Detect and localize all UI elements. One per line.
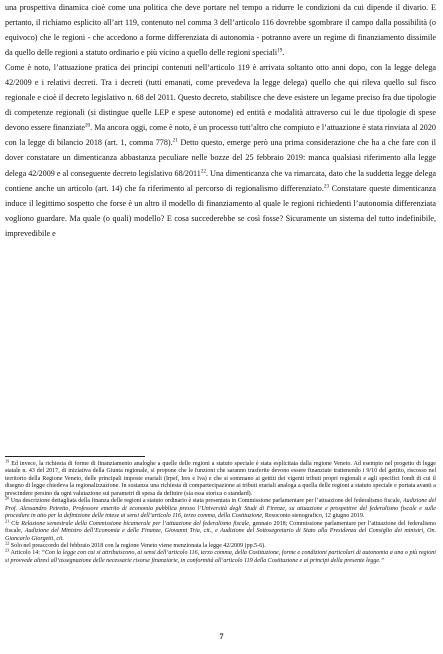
footnote-number: 21 [5,518,10,524]
footnote-ref-23[interactable]: 23 [323,183,330,190]
footnote-ref-20[interactable]: 20 [84,122,91,129]
page-number: 7 [219,632,224,641]
footnote-21 [5,518,436,543]
footnote-ref-22[interactable]: 22 [200,168,207,175]
footnote-text: gennaio 2018; Commissione parlamentare per l’attuazione del federalismo fiscale, [5,520,436,535]
paragraph-2-text-c: Detto questo, emerge però una prima considerazione che ha a che fare con il dover constatare un dimenticanza abbastanza peculiare nelle bozze del 25 febbraio 2019: manca qualsiasi riferimento alla legge delega 42/2009 e al conseguente decreto legislativo 68/2011 [5,138,436,178]
main-text [5,0,436,241]
footnote-text: Cfr [9,520,22,527]
footnote-number: 20 [5,495,10,501]
footnote-ref-21[interactable]: 21 [172,137,178,144]
footnote-ref-19[interactable]: 19 [277,47,283,54]
footnote-text: Una descrizione dettagliata della finanza delle regioni a statuto ordinario è stata presentata in Commissione parlamentare per l’attuazione del federalismo fiscale, [9,498,403,505]
footnote-number: 23 [5,548,10,554]
footnote-separator [5,456,145,457]
footnote-quote: “Con la legge con cui si attribuiscono, ai sensi dell’articolo 116, terzo comma, della Costituzione, forme e condizioni particolari di autonomia a una o più regioni si provvede altresì all’assegnazione delle necessarie risorse finanziarie, in conformità all’articolo 119 della Costituzione e ai principi della presente legge.” [5,550,436,564]
footnote-citation: Audizione del Ministro dell’Economia e delle Finanze, Giovanni Tria, cit., e Audizione del Sottosegretario di Stato alla Presidenza del Consiglio dei ministri, On. Giancarlo Giorgetti, cit. [5,528,436,542]
footnote-citation: Relazione semestrale della Commissione bicamerale per l’attuazione del federalismo fiscale, [21,520,251,527]
footnote-text: Ed invece, la richiesta di forme di finanziamento analoghe a quelle delle regioni a statuto speciale è stata esplicitata dalla regione Veneto. Ad esempio nel progetto di legge statale n. 43 del 2017, di iniziativa della Giunta regionale, si propone che le funzioni che saranno trasferite devono essere finanziate trattenendo i 9/10 del gettito, riscosso nel territorio della Regione Veneto, delle principali imposte erariali (Irpef, Ires e Iva) e che si sommano ai gettiti dei vigenti tributi propri regionali e agli specifici fondi di cui il disegno di legge chiedeva la regionalizzazione. In sostanza una richiesta di compartecipazione ai tributi erariali analoga a quella delle regioni a statuto speciale e portata avanti a prescindere persino da ogni valutazione sui parametri di spesa da definire (sia essa storica o standard). [5,461,436,497]
footnote-citation: Audizione del Prof. Alessandro Petretto, Professore emerito di economia pubblica presso l’Università degli Studi di Firenze, su attuazione e prospettive del federalismo fiscale e sulle procedure in atto per la definizione delle intese ai sensi dell’articolo 116, terzo comma, della Costituzione, [5,498,436,520]
footnote-text: Solo nel preaccordo del febbraio 2018 con la regione Veneto viene menzionata la legge 42/2009 (pp.5-6). [9,542,266,549]
paragraph-2-text-d: . Una dimenticanza che va rimarcata, dato che la suddetta legge delega contiene anche un articolo (art. 14) che fa riferimento al percorso di regionalismo differenziato. [5,168,437,193]
paragraph-1 [5,0,436,60]
paragraph-2-text-e: Constatare queste dimenticanza induce il legittimo sospetto che forse è un altro il modello di finanziamento al quale le regioni richiedenti l’autonomia differenziata vogliono guardare. Ma quale (o quali) modello? E cosa succederebbe se così fosse? Sicuramente un sistema del tutto indefinibile, imprevedibile e [5,183,436,238]
footnote-20 [5,495,436,520]
footnotes [5,458,436,565]
paragraph-2-text-a: Come è noto, l’attuazione pratica dei principi contenuti nell’articolo 119 è arrivata soltanto otto anni dopo, con la legge delega 42/2009 e i relativi decreti. Tra i decreti (tutti emanati, come prevedeva la legge delega) quello che qui rileva quello sul fisco regionale e cioè il decreto legislativo n. 68 del 2011. Questo decreto, stabilisce che deve esistere un legame preciso fra due tipologie di competenze regionali (si distingue quelle LEP e spese autonome) ed entità e modalità attraverso cui le due tipologie di spese devono essere finanziate [5,63,436,133]
footnote-number: 19 [5,458,10,464]
footnote-19 [5,458,436,498]
paragraph-2 [5,60,436,241]
paragraph-1-end: . [282,48,285,58]
footnote-number: 22 [5,540,10,546]
footnote-text: Articolo 14: [9,550,42,557]
paragraph-1-text: una prospettiva dinamica cioè come una politica che deve portare nel tempo a ridurre le condizioni da cui dipende il divario. E pertanto, il richiamo esplicito all’art 119, contenuto nel comma 3 dell’articolo 116 dovrebbe sgombrare il campo dalla possibilità (o equivoco) che le regioni - che accedono a forme differenziata di autonomia - potranno avere un regime di finanziamento dissimile da quello delle regioni a statuto ordinario e più vicino a quello delle regioni speciali [5,3,436,58]
footnote-23 [5,550,436,565]
paragraph-2-text-b: . Ma ancora oggi, come è noto, è un processo tutt’altro che compiuto e l’attuazione è stata rinviata al 2020 con la legge di bilancio 2018 (art. 1, comma 778). [5,123,436,148]
footnote-text: Resoconto stenografico, 12 giugno 2019. [263,513,365,520]
